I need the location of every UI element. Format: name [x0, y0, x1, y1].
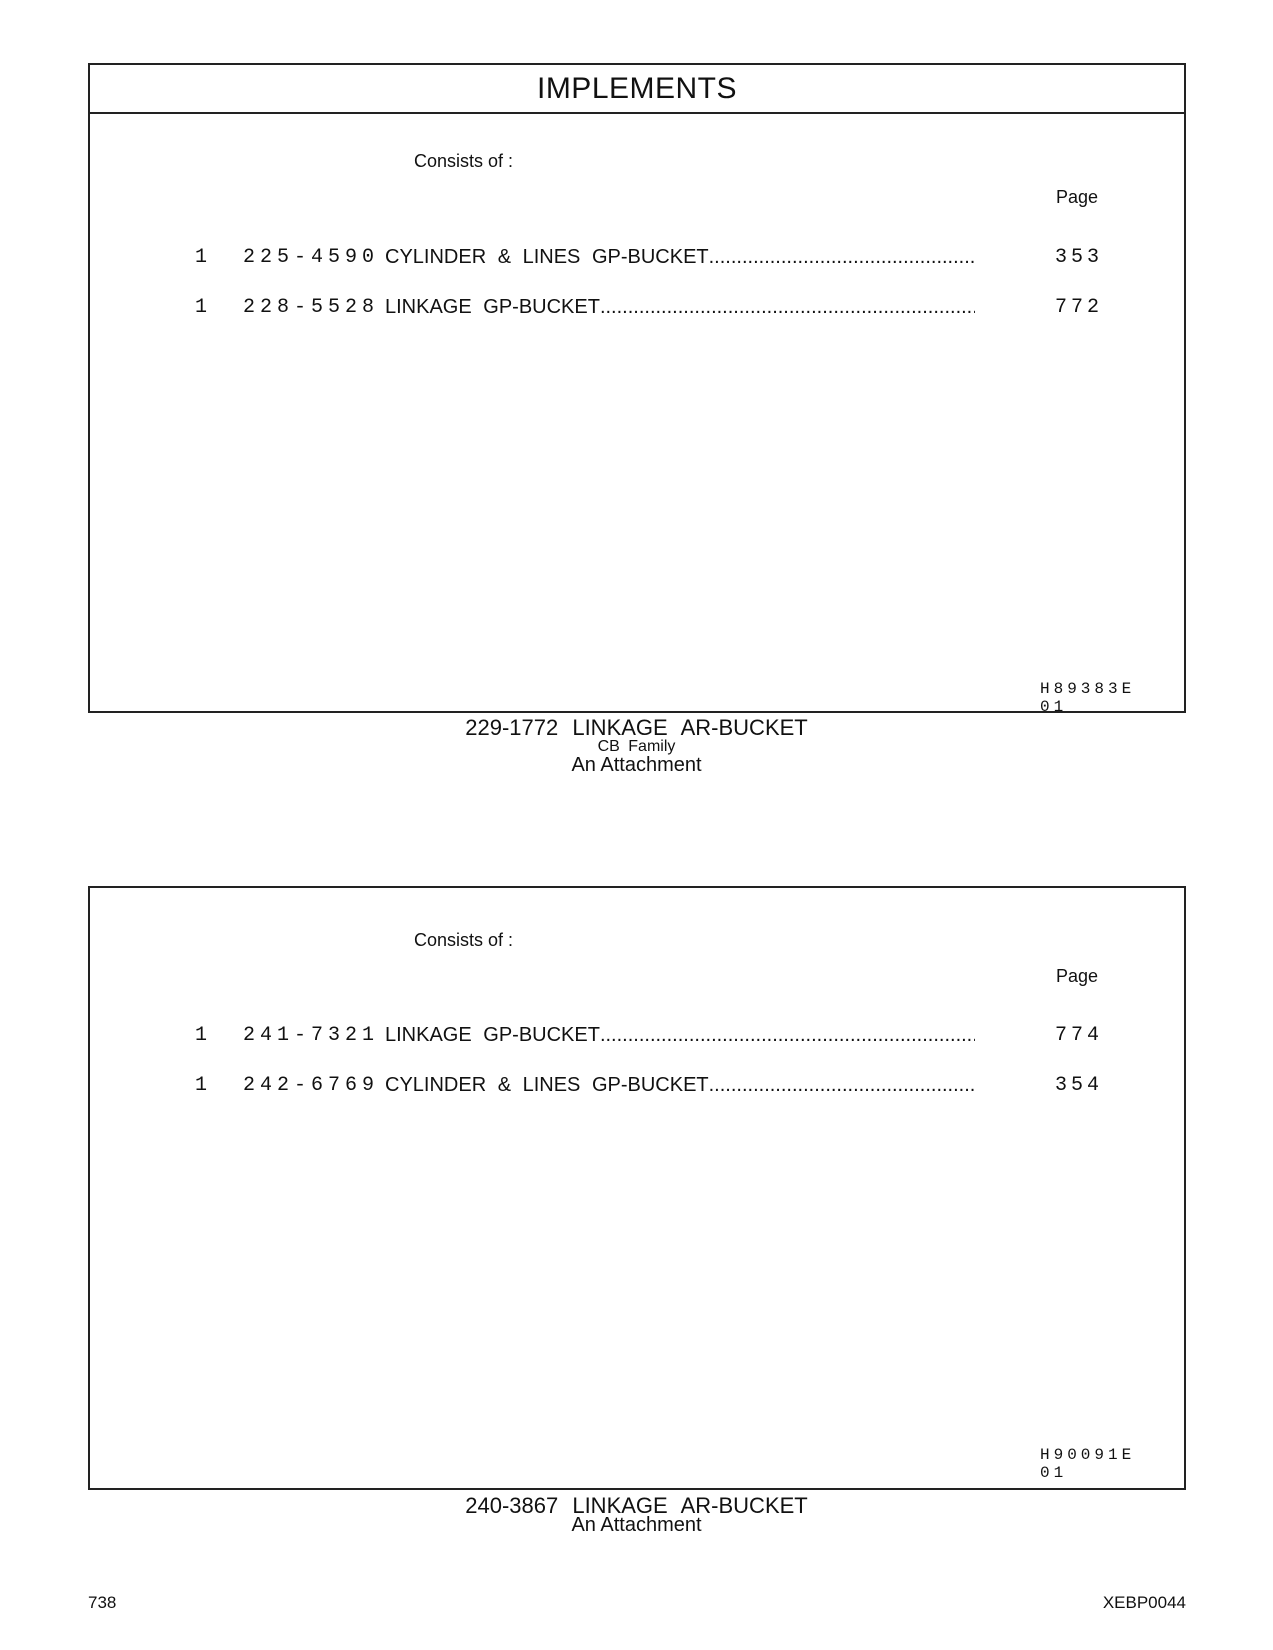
row-part-number: 228-5528 [243, 296, 380, 319]
caption-title: 229-1772 LINKAGE AR-BUCKET [465, 715, 808, 740]
row-page-number: 774 [1055, 1024, 1104, 1047]
illustration-code: H89383E 01 [1040, 680, 1136, 716]
row-description: CYLINDER & LINES GP-BUCKET ..... [385, 1074, 975, 1097]
consists-of-label: Consists of : [414, 930, 514, 950]
row-page-number: 353 [1055, 246, 1104, 269]
row-quantity: 1 [195, 1024, 212, 1047]
caption-attachment: An Attachment [571, 754, 702, 776]
parts-row [90, 1024, 1184, 1050]
page-number: 738 [88, 1593, 117, 1612]
caption-family: CB Family [597, 738, 676, 755]
implements-panel-1 [88, 63, 1186, 716]
section-title: IMPLEMENTS [90, 65, 1184, 114]
parts-row [90, 246, 1184, 272]
row-page-number: 354 [1055, 1074, 1104, 1097]
parts-row [90, 1074, 1184, 1100]
page-column-header: Page [1056, 187, 1099, 207]
consists-of-label: Consists of : [414, 151, 514, 171]
row-part-number: 225-4590 [243, 246, 380, 269]
row-description: LINKAGE GP-BUCKET ..... [385, 1024, 975, 1047]
page-column-header: Page [1056, 966, 1099, 986]
row-description: LINKAGE GP-BUCKET ..... [385, 296, 975, 319]
parts-row [90, 296, 1184, 322]
caption-attachment: An Attachment [571, 1514, 702, 1536]
row-quantity: 1 [195, 1074, 212, 1097]
row-description: CYLINDER & LINES GP-BUCKET ..... [385, 246, 975, 269]
row-quantity: 1 [195, 246, 212, 269]
document-id: XEBP0044 [1102, 1593, 1186, 1612]
row-quantity: 1 [195, 296, 212, 319]
row-part-number: 242-6769 [243, 1074, 380, 1097]
implements-panel-2 [88, 886, 1186, 1490]
row-part-number: 241-7321 [243, 1024, 380, 1047]
caption-title: 240-3867 LINKAGE AR-BUCKET [465, 1493, 808, 1518]
illustration-code: H90091E 01 [1040, 1446, 1136, 1482]
row-page-number: 772 [1055, 296, 1104, 319]
